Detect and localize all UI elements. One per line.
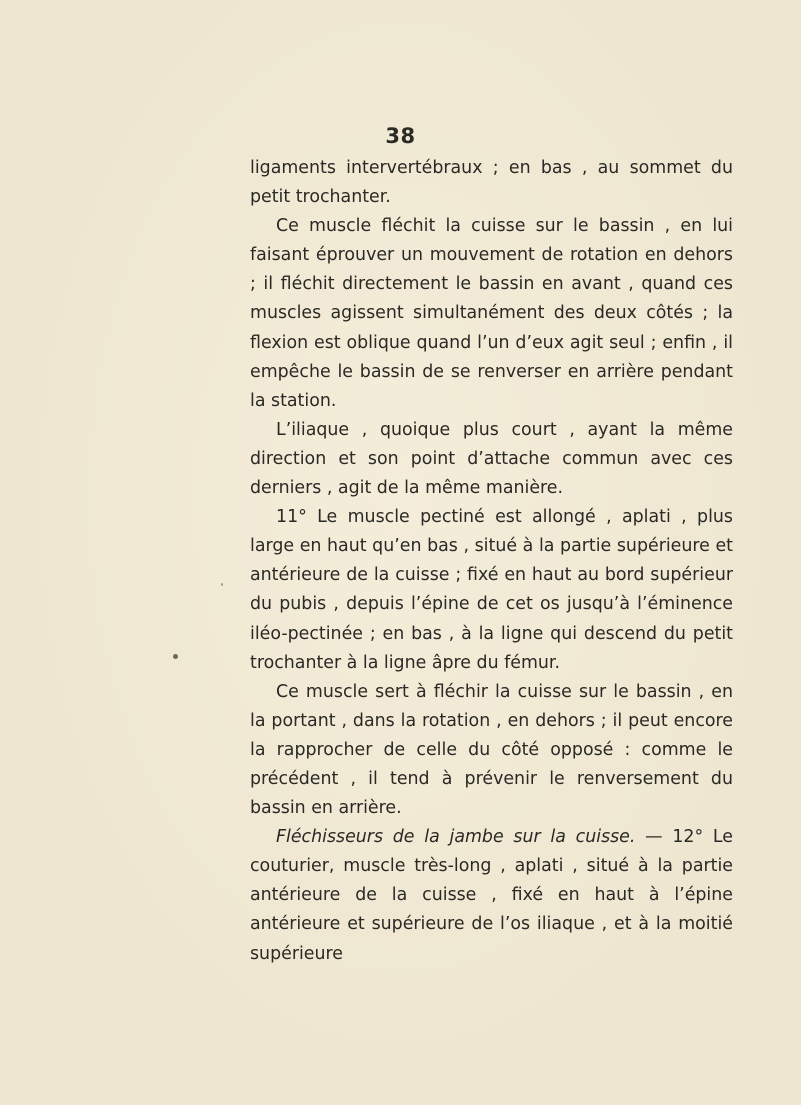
body-text (250, 154, 733, 969)
page-number: 38 (385, 124, 416, 148)
paragraph-6 (250, 823, 733, 968)
section-heading: Fléchisseurs de la jambe sur la cuisse. (276, 827, 636, 848)
paragraph-5: Ce muscle sert à fléchir la cuisse sur le bassin , en la portant , dans la rotation , en dehors ; il peut encore la rapprocher de celle du côté opposé : comme le précédent , il tend à prévenir le renversement du bassin en arrière. (250, 681, 733, 819)
paper-speck (173, 654, 178, 659)
paper-speck (221, 583, 223, 586)
paragraph-2: Ce muscle fléchit la cuisse sur le bassin , en lui faisant éprouver un mouvement de rotation en dehors ; il fléchit directement le bassin en avant , quand ces muscles agissent simultanément des deux côtés ; la flexion est oblique quand l’un d’eux agit seul ; enfin , il empêche le bassin de se renverser en arrière pendant la station. (250, 216, 733, 411)
paragraph-6-text: — 12° Le couturier, muscle très-long , aplati , situé à la partie antérieure de la cuisse , fixé en haut à l’épine antérieure et supérieure de l’os iliaque , et à la moitié supérieure (250, 827, 733, 964)
paragraph-3: L’iliaque , quoique plus court , ayant la même direction et son point d’attache commun avec ces derniers , agit de la même manière. (250, 419, 733, 499)
paragraph-4: 11° Le muscle pectiné est allongé , aplati , plus large en haut qu’en bas , situé à la partie supérieure et antérieure de la cuisse ; fixé en haut au bord supérieur du pubis , depuis l’épine de cet os jusqu’à l’éminence iléo-pectinée ; en bas , à la ligne qui descend du petit trochanter à la ligne âpre du fémur. (250, 507, 733, 673)
paragraph-1: ligaments intervertébraux ; en bas , au sommet du petit trochanter. (250, 158, 733, 208)
